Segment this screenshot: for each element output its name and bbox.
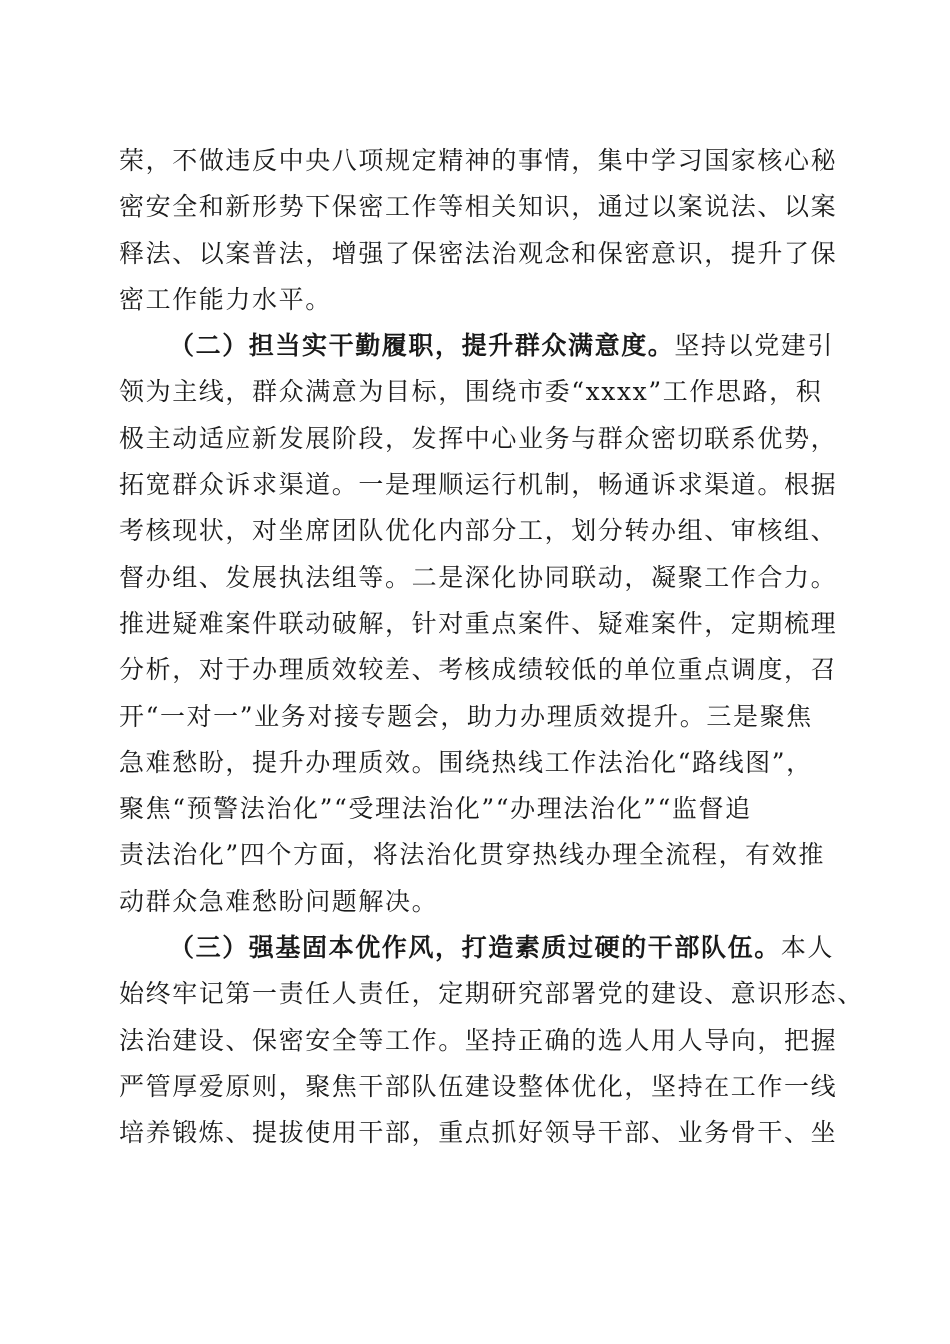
text-line: 培养锻炼、提拔使用干部，重点抓好领导干部、业务骨干、坐 xyxy=(119,1118,838,1148)
text-line: 荣，不做违反中央八项规定精神的事情，集中学习国家核心秘 xyxy=(119,146,838,175)
text-line: 密工作能力水平。 xyxy=(119,284,332,314)
section-two-first-line xyxy=(119,323,835,369)
text-line: 领为主线，群众满意为目标，围绕市委“xxxx”工作思路，积 xyxy=(119,377,823,407)
text-line: 分析，对于办理质效较差、考核成绩较低的单位重点调度，召 xyxy=(119,655,838,685)
text-line: 法治建设、保密安全等工作。坚持正确的选人用人导向，把握 xyxy=(119,1025,838,1055)
text-line: 考核现状，对坐席团队优化内部分工，划分转办组、审核组、 xyxy=(119,516,838,546)
text-line: 责法治化”四个方面，将法治化贯穿热线办理全流程，有效推 xyxy=(119,840,825,870)
section-three-first-line xyxy=(119,925,835,971)
document-body xyxy=(119,138,864,1157)
text-line: 极主动适应新发展阶段，发挥中心业务与群众密切联系优势， xyxy=(119,423,838,453)
text-line: 始终牢记第一责任人责任，定期研究部署党的建设、意识形态、 xyxy=(119,979,864,1009)
text-line: 密安全和新形势下保密工作等相关知识，通过以案说法、以案 xyxy=(119,192,838,222)
section-three-lead-text: 本人 xyxy=(780,933,835,963)
text-line: 严管厚爱原则，聚焦干部队伍建设整体优化，坚持在工作一线 xyxy=(119,1071,838,1101)
text-line: 开“一对一”业务对接专题会，助力办理质效提升。三是聚焦 xyxy=(119,701,813,731)
text-line: 急难愁盼，提升办理质效。围绕热线工作法治化“路线图”， xyxy=(119,747,813,777)
text-line: 督办组、发展执法组等。二是深化协同联动，凝聚工作合力。 xyxy=(119,562,838,592)
text-line: 动群众急难愁盼问题解决。 xyxy=(119,886,439,916)
text-line: 聚焦“预警法治化”“受理法治化”“办理法治化”“监督追 xyxy=(119,794,752,824)
text-line: 推进疑难案件联动破解，针对重点案件、疑难案件，定期梳理 xyxy=(119,608,838,638)
text-line: 释法、以案普法，增强了保密法治观念和保密意识，提升了保 xyxy=(119,238,838,268)
text-line: 拓宽群众诉求渠道。一是理顺运行机制，畅通诉求渠道。根据 xyxy=(119,470,838,500)
section-three-heading: （三）强基固本优作风，打造素质过硬的干部队伍。 xyxy=(169,933,781,963)
section-two-lead-text: 坚持以党建引 xyxy=(674,331,835,361)
section-two-heading: （二）担当实干勤履职，提升群众满意度。 xyxy=(169,331,675,361)
